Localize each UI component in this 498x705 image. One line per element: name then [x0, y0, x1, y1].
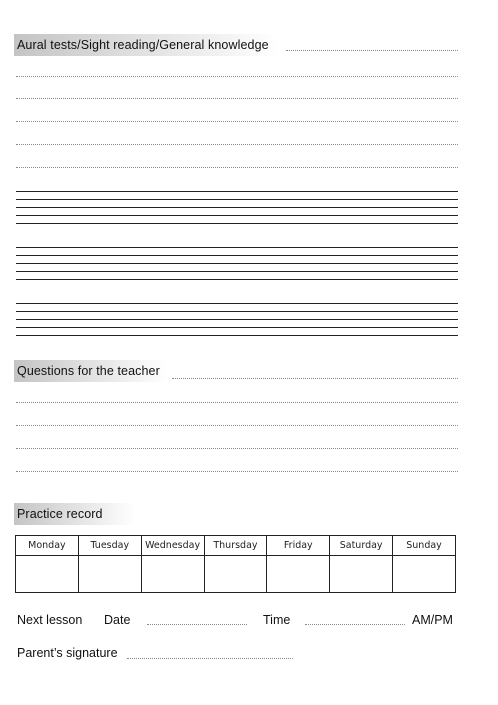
aural-answer-line-4[interactable] — [16, 121, 458, 122]
practice-section-title-text: Practice record — [17, 507, 103, 521]
practice-cell-monday[interactable] — [16, 556, 79, 593]
day-saturday: Saturday — [330, 536, 393, 556]
ampm-label: AM/PM — [412, 613, 453, 627]
questions-line-2[interactable] — [16, 402, 458, 403]
practice-cell-wednesday[interactable] — [141, 556, 204, 593]
questions-line-4[interactable] — [16, 448, 458, 449]
questions-line-3[interactable] — [16, 425, 458, 426]
day-monday: Monday — [16, 536, 79, 556]
practice-cell-sunday[interactable] — [393, 556, 456, 593]
questions-section-title — [14, 360, 167, 382]
next-lesson-label: Next lesson — [17, 613, 83, 627]
time-label: Time — [263, 613, 291, 627]
practice-record-table — [15, 535, 456, 593]
aural-answer-line-1[interactable] — [286, 50, 458, 51]
aural-section-title — [14, 34, 279, 56]
date-label: Date — [104, 613, 131, 627]
aural-answer-line-3[interactable] — [16, 98, 458, 99]
practice-cell-thursday[interactable] — [204, 556, 267, 593]
parent-signature-label: Parent’s signature — [17, 646, 118, 660]
practice-cell-tuesday[interactable] — [78, 556, 141, 593]
questions-line-5[interactable] — [16, 471, 458, 472]
aural-answer-line-6[interactable] — [16, 167, 458, 168]
aural-section-title-text: Aural tests/Sight reading/General knowledge — [17, 38, 269, 52]
day-wednesday: Wednesday — [141, 536, 204, 556]
day-sunday: Sunday — [393, 536, 456, 556]
practice-cell-friday[interactable] — [267, 556, 330, 593]
music-staff-2[interactable] — [16, 247, 458, 281]
parent-signature-field[interactable] — [127, 658, 293, 659]
day-friday: Friday — [267, 536, 330, 556]
day-tuesday: Tuesday — [78, 536, 141, 556]
aural-answer-line-5[interactable] — [16, 144, 458, 145]
music-staff-3[interactable] — [16, 303, 458, 337]
questions-line-1[interactable] — [172, 378, 458, 379]
day-thursday: Thursday — [204, 536, 267, 556]
date-field[interactable] — [147, 624, 247, 625]
practice-section-title — [14, 503, 135, 525]
time-field[interactable] — [305, 624, 405, 625]
practice-cell-saturday[interactable] — [330, 556, 393, 593]
music-staff-1[interactable] — [16, 191, 458, 225]
aural-answer-line-2[interactable] — [16, 76, 458, 77]
questions-section-title-text: Questions for the teacher — [17, 364, 160, 378]
practice-day-header-row — [16, 536, 456, 556]
practice-entry-row — [16, 556, 456, 593]
